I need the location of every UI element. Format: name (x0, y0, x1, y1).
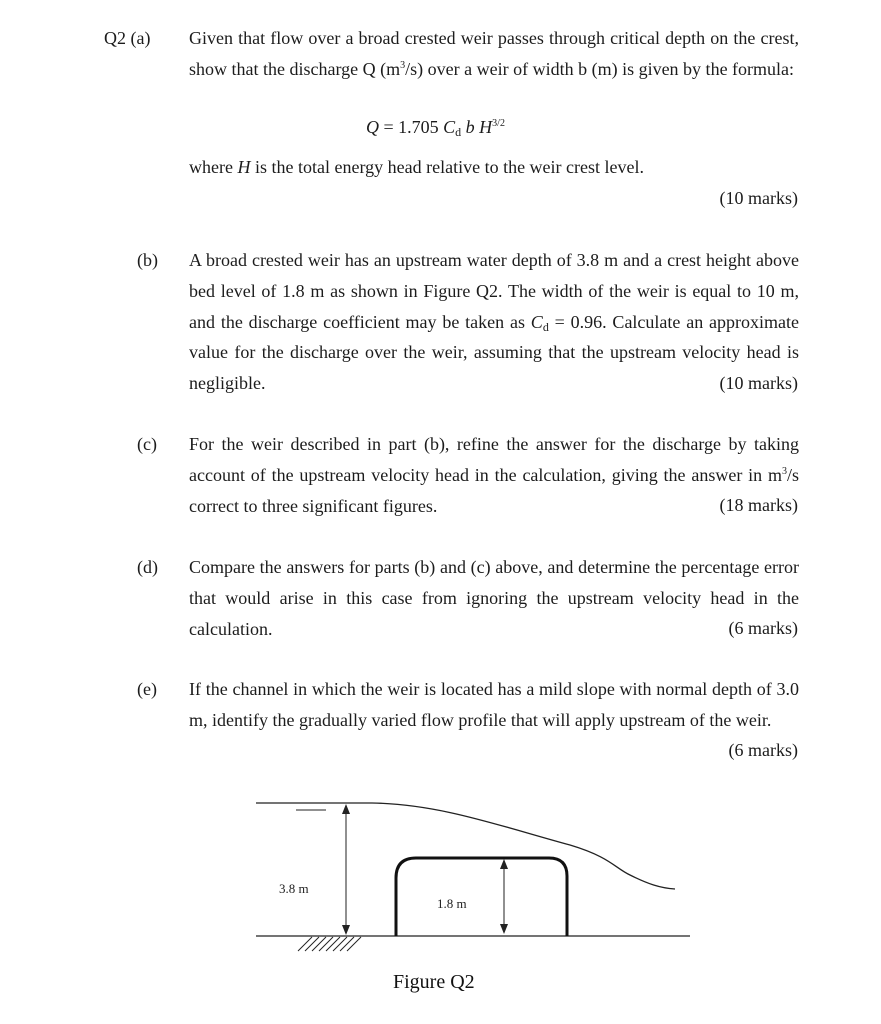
crest-dimension-arrow (500, 859, 508, 934)
part-d-text: Compare the answers for parts (b) and (c) above, and determine the percentage error that would arise in this case from ignoring the upstream velocity head in the calculation. (189, 557, 799, 639)
depth-dimension-arrow (342, 804, 350, 935)
part-c-text: For the weir described in part (b), refine the answer for the discharge by taking account of the upstream velocity head in the calculation, giving the answer in $m^3/s$ correct to three significant figures. (189, 434, 799, 516)
weir-block (396, 858, 567, 936)
depth-label: 3.8 m (279, 881, 309, 896)
part-c-label: (c) (137, 434, 157, 454)
part-a-where: where H is the total energy head relative to the weir crest level. (189, 157, 644, 177)
water-surface-profile (256, 803, 675, 889)
figure-caption: Figure Q2 (393, 971, 475, 993)
part-e-marks: (6 marks) (728, 740, 798, 760)
discharge-formula: Q = 1.705 $C_d$ b $H^{3/2}$ (366, 117, 505, 139)
crest-label: 1.8 m (437, 896, 467, 911)
question-label: Q2 (a) (104, 28, 151, 48)
part-e-text: If the channel in which the weir is located has a mild slope with normal depth of 3.0 m, identify the gradually varied flow profile that will apply upstream of the weir. (189, 679, 799, 730)
part-b-label: (b) (137, 250, 158, 270)
part-b-text: A broad crested weir has an upstream water depth of 3.8 m and a crest height above bed level of 1.8 m as shown in Figure Q2. The width of the weir is equal to 10 m, and the discharge coefficient may be taken as $C_d = 0.96$. Calculate an approximate value for the discharge over the weir, assuming that the upstream velocity head is negligible. (189, 250, 800, 394)
part-d-marks: (6 marks) (728, 618, 798, 638)
part-b-marks: (10 marks) (719, 373, 798, 393)
part-e-label: (e) (137, 679, 157, 699)
part-a-text: Given that flow over a broad crested weir passes through critical depth on the crest, show that the discharge Q $(m^3/s)$ over a weir of width b (m) is given by the formula: (189, 28, 799, 79)
part-a-marks: (10 marks) (719, 188, 798, 208)
part-d-label: (d) (137, 557, 158, 577)
bed-hatching (298, 937, 361, 951)
part-c-marks: (18 marks) (719, 495, 798, 515)
